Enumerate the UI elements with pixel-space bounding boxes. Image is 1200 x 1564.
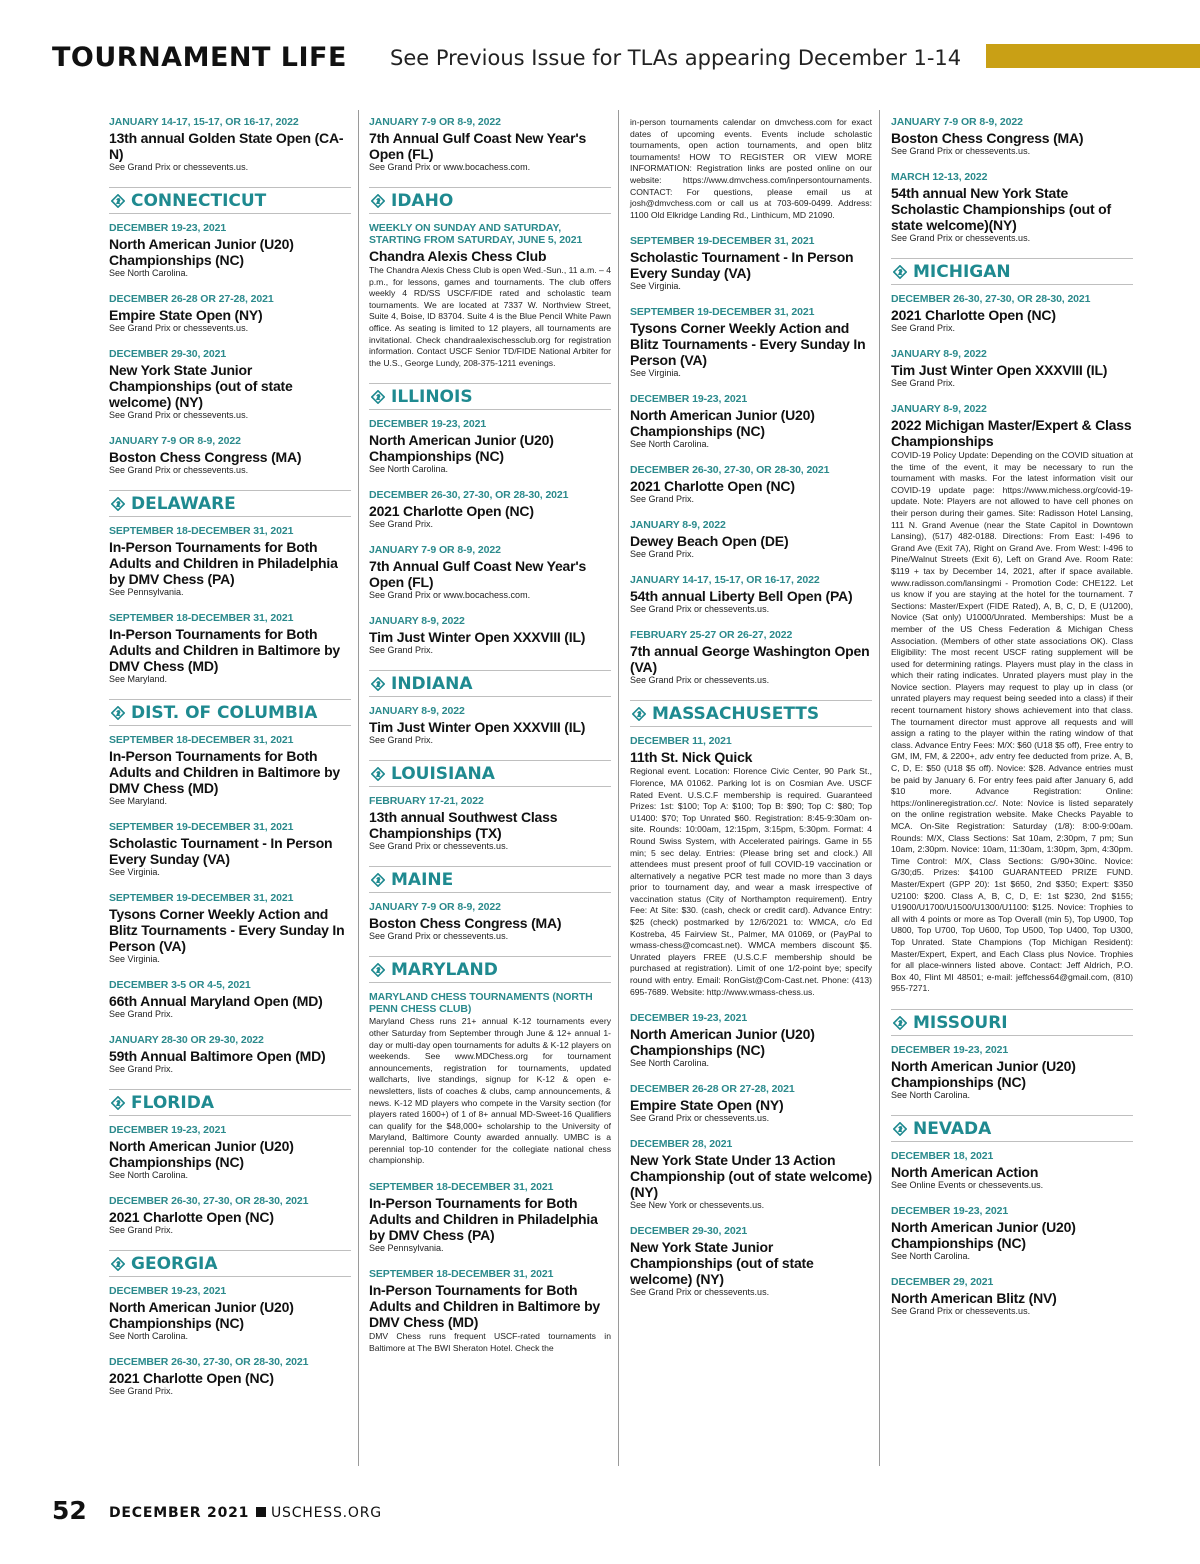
entry-note: See Grand Prix or chessevents.us. [369, 931, 509, 942]
tournament-entry [369, 222, 611, 369]
tournament-entry [109, 979, 351, 1020]
tournament-entry [109, 1195, 351, 1236]
tournament-entry [109, 734, 351, 807]
entry-title: 66th Annual Maryland Open (MD) [109, 993, 323, 1009]
entry-title: In-Person Tournaments for Both Adults and Children in Philadelphia by DMV Chess (PA) [369, 1195, 598, 1244]
tournament-entry [630, 393, 872, 450]
chess-knight-icon [371, 390, 385, 404]
chess-knight-icon [111, 194, 125, 208]
state-heading [369, 956, 611, 983]
column-2 [369, 116, 611, 1368]
state-name: DIST. OF COLUMBIA [131, 703, 318, 723]
entry-date: DECEMBER 19-23, 2021 [891, 1204, 1009, 1217]
state-heading [369, 187, 611, 214]
tournament-entry [109, 222, 351, 279]
footer-separator [256, 1507, 266, 1517]
entry-title: North American Junior (U20) Championships (NC) [891, 1218, 1076, 1251]
entry-note: See Virginia. [109, 954, 160, 964]
entry-title: In-Person Tournaments for Both Adults and Children in Baltimore by DMV Chess (MD) [109, 748, 341, 796]
entry-title: Boston Chess Congress (MA) [109, 449, 302, 465]
entry-title: North American Junior (U20) Championships (NC) [109, 236, 294, 268]
entry-date: DECEMBER 18, 2021 [891, 1149, 994, 1162]
entry-title: North American Junior (U20) Championships (NC) [369, 432, 554, 465]
entry-title: 2021 Charlotte Open (NC) [369, 503, 534, 520]
entry-date: SEPTEMBER 18-DECEMBER 31, 2021 [109, 525, 294, 537]
state-heading [369, 383, 611, 410]
entry-title: In-Person Tournaments for Both Adults and Children in Baltimore by DMV Chess (MD) [109, 626, 341, 674]
tournament-entry [891, 171, 1133, 244]
entry-date: DECEMBER 19-23, 2021 [109, 222, 227, 234]
entry-title: North American Blitz (NV) [891, 1289, 1057, 1306]
entry-date: DECEMBER 29-30, 2021 [109, 348, 227, 360]
tournament-entry [369, 544, 611, 601]
entry-note: See North Carolina. [630, 439, 710, 450]
entry-date: JANUARY 7-9 OR 8-9, 2022 [369, 116, 501, 128]
chess-knight-icon [632, 707, 646, 721]
state-heading [891, 1009, 1133, 1036]
entry-note: See Grand Prix. [891, 378, 956, 388]
entry-title: 2021 Charlotte Open (NC) [109, 1209, 274, 1225]
entry-note: See Grand Prix. [109, 1064, 174, 1074]
entry-title: New York State Junior Championships (out of state welcome) (NY) [630, 1239, 814, 1288]
tournament-entry [891, 403, 1133, 995]
chess-knight-icon [893, 1016, 907, 1030]
entry-date: JANUARY 8-9, 2022 [369, 615, 465, 628]
tournament-entry [109, 1356, 351, 1397]
state-heading [369, 866, 611, 893]
tournament-entry [630, 735, 872, 998]
entry-date: SEPTEMBER 18-DECEMBER 31, 2021 [369, 1268, 554, 1281]
state-name: DELAWARE [131, 494, 236, 514]
entry-title: Chandra Alexis Chess Club [369, 248, 547, 264]
column-divider [358, 110, 359, 1466]
entry-note: See Grand Prix or chessevents.us. [891, 233, 1031, 243]
entry-date: DECEMBER 26-30, 27-30, OR 28-30, 2021 [630, 464, 830, 477]
entry-date: DECEMBER 19-23, 2021 [109, 1124, 227, 1136]
entry-title: Boston Chess Congress (MA) [369, 915, 562, 932]
page-footer [52, 1496, 652, 1526]
entry-title: Tim Just Winter Open XXXVIII (IL) [369, 719, 586, 736]
entry-title: In-Person Tournaments for Both Adults and Children in Philadelphia by DMV Chess (PA) [109, 539, 338, 587]
tournament-entry [630, 1225, 872, 1298]
entry-title: 59th Annual Baltimore Open (MD) [109, 1048, 326, 1064]
tournament-entry [109, 1285, 351, 1342]
entry-note: See North Carolina. [109, 268, 189, 278]
state-heading [109, 490, 351, 517]
state-name: MICHIGAN [913, 262, 1011, 282]
entry-title: Tysons Corner Weekly Action and Blitz Tournaments - Every Sunday In Person (VA) [630, 320, 866, 369]
state-name: GEORGIA [131, 1254, 218, 1274]
entry-note: See North Carolina. [891, 1250, 971, 1261]
entry-date: SEPTEMBER 18-DECEMBER 31, 2021 [109, 734, 294, 746]
tournament-entry [891, 293, 1133, 334]
chess-knight-icon [371, 767, 385, 781]
entry-title: North American Junior (U20) Championships (NC) [891, 1057, 1076, 1090]
tournament-entry [630, 464, 872, 505]
state-heading [369, 760, 611, 787]
entry-date: DECEMBER 29, 2021 [891, 1275, 994, 1288]
tournament-entry [630, 1138, 872, 1211]
entry-body: DMV Chess runs frequent USCF-rated tournaments in Baltimore at The BWI Sheraton Hotel. Check the [369, 1331, 611, 1353]
entry-note: See Virginia. [630, 368, 681, 379]
tournament-entry [891, 1150, 1133, 1191]
entry-date: JANUARY 7-9 OR 8-9, 2022 [369, 901, 501, 914]
entry-note: See Grand Prix or chessevents.us. [630, 1287, 770, 1298]
tournament-entry [630, 235, 872, 292]
entry-title: North American Action [891, 1163, 1039, 1180]
entry-note: See Grand Prix or chessevents.us. [109, 162, 249, 172]
entry-date: DECEMBER 19-23, 2021 [109, 1285, 227, 1297]
entry-date: SEPTEMBER 19-DECEMBER 31, 2021 [109, 892, 294, 904]
entry-note: See North Carolina. [630, 1058, 710, 1069]
column-1 [109, 116, 351, 1411]
tournament-entry [369, 1181, 611, 1254]
tournament-entry [109, 293, 351, 334]
state-name: IDAHO [391, 191, 454, 211]
chess-knight-icon [893, 1122, 907, 1136]
entry-title: Tim Just Winter Open XXXVIII (IL) [891, 362, 1108, 378]
entry-title: 7th Annual Gulf Coast New Year's Open (FL) [369, 130, 587, 162]
entry-title: 2021 Charlotte Open (NC) [109, 1370, 274, 1386]
tournament-entry [109, 435, 351, 476]
entry-note: See Grand Prix. [630, 549, 695, 560]
entry-note: See Grand Prix. [630, 494, 695, 505]
tournament-entry [891, 1044, 1133, 1101]
entry-date: JANUARY 14-17, 15-17, OR 16-17, 2022 [109, 116, 299, 128]
state-heading [891, 258, 1133, 285]
entry-date: JANUARY 7-9 OR 8-9, 2022 [109, 435, 241, 447]
entry-date: SEPTEMBER 18-DECEMBER 31, 2021 [369, 1181, 554, 1194]
tournament-entry [630, 1012, 872, 1069]
entry-date: DECEMBER 26-30, 27-30, OR 28-30, 2021 [369, 489, 569, 502]
tournament-entry [630, 574, 872, 615]
entry-date: DECEMBER 29-30, 2021 [630, 1225, 748, 1238]
chess-knight-icon [371, 963, 385, 977]
state-name: INDIANA [391, 674, 473, 695]
entry-title: In-Person Tournaments for Both Adults and Children in Baltimore by DMV Chess (MD) [369, 1282, 601, 1331]
entry-title: Scholastic Tournament - In Person Every Sunday (VA) [109, 835, 333, 867]
tournament-entry [891, 116, 1133, 157]
tournament-entry [891, 348, 1133, 389]
entry-note: See Grand Prix or chessevents.us. [109, 465, 249, 475]
tournament-entry [630, 1083, 872, 1124]
state-name: FLORIDA [131, 1093, 214, 1113]
entry-note: See Grand Prix or chessevents.us. [891, 146, 1031, 156]
state-heading [369, 670, 611, 697]
entry-title: New York State Junior Championships (out of state welcome) (NY) [109, 362, 293, 410]
state-heading [109, 187, 351, 214]
state-name: MARYLAND [391, 960, 498, 981]
entry-date: JANUARY 7-9 OR 8-9, 2022 [369, 544, 501, 557]
entry-date: DECEMBER 26-28 OR 27-28, 2021 [109, 293, 274, 305]
entry-date: FEBRUARY 17-21, 2022 [369, 795, 484, 808]
entry-note: See Virginia. [109, 867, 160, 877]
tournament-entry [891, 1205, 1133, 1262]
entry-title: Boston Chess Congress (MA) [891, 130, 1084, 146]
issue-date: DECEMBER 2021 [109, 1505, 250, 1521]
entry-date: DECEMBER 26-28 OR 27-28, 2021 [630, 1083, 795, 1096]
tournament-entry [630, 117, 872, 221]
chess-knight-icon [111, 706, 125, 720]
entry-date: JANUARY 7-9 OR 8-9, 2022 [891, 116, 1023, 128]
entry-date: JANUARY 8-9, 2022 [891, 403, 987, 415]
entry-date: MARCH 12-13, 2022 [891, 171, 988, 183]
state-heading [109, 1250, 351, 1277]
entry-note: See Grand Prix. [369, 519, 434, 530]
entry-title: Tysons Corner Weekly Action and Blitz Tournaments - Every Sunday In Person (VA) [109, 906, 345, 954]
entry-date: DECEMBER 3-5 OR 4-5, 2021 [109, 979, 251, 991]
column-3 [630, 116, 872, 1312]
tournament-entry [630, 306, 872, 379]
entry-date: JANUARY 8-9, 2022 [891, 348, 987, 360]
page-number: 52 [52, 1496, 87, 1525]
entry-date: DECEMBER 19-23, 2021 [891, 1043, 1009, 1056]
chess-knight-icon [371, 677, 385, 691]
entry-title: Scholastic Tournament - In Person Every Sunday (VA) [630, 249, 854, 282]
entry-note: See Grand Prix. [109, 1225, 174, 1235]
state-heading [630, 700, 872, 727]
state-name: MAINE [391, 870, 454, 891]
column-4 [891, 116, 1133, 1331]
entry-date: DECEMBER 19-23, 2021 [630, 1012, 748, 1025]
entry-note: See Grand Prix or chessevents.us. [891, 1305, 1031, 1316]
entry-note: See Grand Prix or chessevents.us. [109, 410, 249, 420]
chess-knight-icon [111, 497, 125, 511]
entry-note: See North Carolina. [891, 1089, 971, 1100]
column-divider [879, 110, 880, 1466]
entry-note: See Virginia. [630, 281, 681, 292]
entry-note: See North Carolina. [109, 1170, 189, 1180]
entry-date: SEPTEMBER 19-DECEMBER 31, 2021 [630, 235, 815, 248]
entry-note: See Grand Prix or chessevents.us. [630, 675, 770, 686]
entry-date: SEPTEMBER 19-DECEMBER 31, 2021 [109, 821, 294, 833]
tournament-entry [109, 821, 351, 878]
state-heading [109, 1089, 351, 1116]
tournament-entry [630, 519, 872, 560]
entry-date: DECEMBER 26-30, 27-30, OR 28-30, 2021 [891, 293, 1091, 305]
entry-title: 2021 Charlotte Open (NC) [630, 478, 795, 495]
entry-note: See Grand Prix or www.bocachess.com. [369, 590, 531, 601]
state-name: NEVADA [913, 1118, 992, 1139]
entry-note: See Online Events or chessevents.us. [891, 1179, 1044, 1190]
entry-title: 11th St. Nick Quick [630, 749, 753, 766]
section-subtitle: See Previous Issue for TLAs appearing December 1-14 [390, 46, 962, 70]
entry-title: 7th annual George Washington Open (VA) [630, 643, 870, 676]
entry-body: in-person tournaments calendar on dmvchess.com for exact dates of upcoming events. Events include scholastic tournaments, open action tournaments, and open blitz tournaments! HOW TO REGISTER OR VIEW MORE INFORMATION: Registration links are posted online on our website: https://www.dmvchess.com/inpersontournaments. CONTACT: For questions, please email us at josh@dmvchess.com or call us at 703-609-0499. Address: 1100 Old Elkridge Landing Rd., Linthicum, MD 21090. [630, 117, 872, 220]
entry-note: See Grand Prix or chessevents.us. [109, 323, 249, 333]
entry-date: JANUARY 14-17, 15-17, OR 16-17, 2022 [630, 574, 820, 587]
entry-note: See Maryland. [109, 796, 168, 806]
entry-title: Dewey Beach Open (DE) [630, 533, 789, 550]
tournament-entry [109, 525, 351, 598]
entry-body: COVID-19 Policy Update: Depending on the COVID situation at the time of the event, it may be necessary to run the tournament with masks. For the latest information visit our COVID-19 update page: https://www.michess.org/covid-19-update. Note: Players are not allowed to have cell phones on their person during their games. Site: Radisson Hotel Lansing, 111 N. Grand Avenue (near the State Capitol in Downtown Lansing), (517) 482-0188. Directions: From East: I-496 to Grand Ave (Exit 7A), Right on Grand Ave. From West: I-496 to Pine/Walnut Streets (Exit 6), Left on Grand Ave. Room Rate: $119 + tax by December 14, 2021, after if space available. www.radisson.com/lansingmi - Promotion Code: CHE122. Let us know if you are staying at the hotel for the tournament. 7 Sections: Master/Expert (FIDE Rated), A, B, C, D, E (U1200), Novice (Sat only) U1000/Unrated. Memberships: Must be a member of the US Chess Federation & Michigan Chess Association. (Members of other state associations OK). Class Eligibility: The most recent USCF rating supplement will be used for determining ratings. Players must play in the class in which their rating indicates. Unrated players must play in the Novice section. Players may request to play up in class (or unrated players may request being seeded into a class) if their recent tournament history shows achievement into that class. The tournament director must approve all requests and will assign a rating to the player within the rating window of that class. Advance Entry Fees: M/X: $60 (U18 $5 off), Free entry to GM, IM, FM, & 2200+, adv entry fee deducted from prize. A, B, C, D, E: $50 (U18 $5 off). Novice: $28. Advance entries must be paid by January 6. For entry fees paid after January 6, add $10 more. Advance Registration: Online: https://onlineregistration.cc/. Note: Novice is listed separately on the online registration website. Make Checks Payable to MCA. On-Site Registration: Saturday (1/8): 8:00-9:00am. Rounds: M/X, Class Sections: Sat 10am, 2:30pm, 7 pm; Sun 10am, 2:30pm. Novice: 10am, 11:30am, 1:30pm, 3pm, 4:30pm. Time Control: M/X, Class Sections: G/90+30inc. Novice: G/30;d5. Prizes: $4100 GUARANTEED PRIZE FUND. Master/Expert (GPP 20): 1st $650, 2nd $350; Expert: $350 U2100: $200. Class A, B, C, D, E: 1st $230, 2nd $155; U1900/U1700/U1500/U1300/U1100: $125. Novice: Trophies to all with 4 points or more as Top Overall (min 5), Top U900, Top U800, Top U700, Top U600, Top U500, Top U400, Top U300, Top Unrated. State Champions (Top Michigan Resident): Master/Expert, Expert, and Each Class plus Novice. Trophies for all place-winners listed above. Contact: Jeff Aldrich, P.O. Box 40, Flint MI 48501; e-mail: jeffchess64@gmail.com, (810) 955-7271. [891, 450, 1133, 994]
entry-date: JANUARY 28-30 OR 29-30, 2022 [109, 1034, 264, 1046]
entry-note: See New York or chessevents.us. [630, 1200, 765, 1211]
entry-title: 13th annual Southwest Class Championships (TX) [369, 809, 558, 842]
chess-knight-icon [111, 1096, 125, 1110]
entry-date: FEBRUARY 25-27 OR 26-27, 2022 [630, 629, 793, 642]
chess-knight-icon [371, 194, 385, 208]
tournament-entry [109, 892, 351, 965]
entry-note: See Grand Prix or chessevents.us. [630, 604, 770, 615]
entry-title: North American Junior (U20) Championships (NC) [630, 407, 815, 440]
entry-date: DECEMBER 26-30, 27-30, OR 28-30, 2021 [109, 1356, 309, 1368]
tournament-entry [630, 629, 872, 686]
entry-note: See Pennsylvania. [369, 1243, 444, 1254]
header-accent-bar [986, 44, 1200, 68]
entry-date: SEPTEMBER 18-DECEMBER 31, 2021 [109, 612, 294, 624]
entry-body: The Chandra Alexis Chess Club is open Wed.-Sun., 11 a.m. – 4 p.m., for lessons, games and tournaments. The club offers weekly 4 RD/SS USCF/FIDE rated and scholastic team tournaments. We are located at 7337 W. Northview Street, Suite 4, Boise, ID 83704. Suite 4 is the Blue Pencil White Pawn office. As seating is limited to 12 players, all tournaments are invitational. Check chandraalexischessclub.org for registration information. Contact USCF Senior TD/FIDE National Arbiter for the U.S., George Lundy, 208-375-1211 evenings. [369, 265, 611, 368]
entry-date: DECEMBER 28, 2021 [630, 1138, 733, 1151]
tournament-entry [369, 489, 611, 530]
tournament-entry [109, 1034, 351, 1075]
tournament-entry [369, 901, 611, 942]
entry-note: See North Carolina. [369, 464, 449, 475]
entry-note: See Grand Prix or chessevents.us. [630, 1113, 770, 1124]
entry-date: JANUARY 8-9, 2022 [630, 519, 726, 532]
chess-knight-icon [893, 265, 907, 279]
entry-date: DECEMBER 26-30, 27-30, OR 28-30, 2021 [109, 1195, 309, 1207]
state-name: CONNECTICUT [131, 191, 267, 211]
entry-title: 2021 Charlotte Open (NC) [891, 307, 1056, 323]
state-heading [109, 699, 351, 726]
tournament-entry [369, 116, 611, 173]
state-heading [891, 1115, 1133, 1142]
entry-note: See Pennsylvania. [109, 587, 184, 597]
entry-title: 7th Annual Gulf Coast New Year's Open (FL) [369, 558, 587, 591]
tournament-entry [109, 612, 351, 685]
entry-title: New York State Under 13 Action Championship (out of state welcome) (NY) [630, 1152, 872, 1201]
entry-date: DECEMBER 11, 2021 [630, 735, 732, 748]
entry-title: Empire State Open (NY) [109, 307, 263, 323]
entry-title: 54th annual New York State Scholastic Championships (out of state welcome)(NY) [891, 185, 1111, 233]
entry-title: 2022 Michigan Master/Expert & Class Championships [891, 417, 1132, 449]
entry-title: North American Junior (U20) Championships (NC) [630, 1026, 815, 1059]
column-divider [618, 110, 619, 1466]
entry-note: See Grand Prix. [109, 1386, 174, 1396]
entry-date: WEEKLY ON SUNDAY AND SATURDAY, STARTING FROM SATURDAY, JUNE 5, 2021 [369, 222, 583, 246]
state-name: ILLINOIS [391, 387, 473, 408]
entry-date: DECEMBER 19-23, 2021 [630, 393, 748, 406]
tournament-entry [109, 348, 351, 421]
entry-date: MARYLAND CHESS TOURNAMENTS (NORTH PENN CHESS CLUB) [369, 991, 593, 1016]
chess-knight-icon [111, 1257, 125, 1271]
tournament-entry [891, 1276, 1133, 1317]
chess-knight-icon [371, 873, 385, 887]
tournament-entry [109, 116, 351, 173]
tournament-entry [369, 1268, 611, 1354]
entry-title: 54th annual Liberty Bell Open (PA) [630, 588, 853, 605]
entry-body: Regional event. Location: Florence Civic Center, 90 Park St., Florence, MA 01062. Parking lot is on Cosmian Ave. USCF Rated Event. U.S.C.F membership is required. Guaranteed Prizes: 1st: $100; Top A: $100; Top B: $90; Top C: $80; Top U1400: $70; Top Unrated $60. Registration: 8:45-9:30am on-site. Rounds: 10:00am, 12:15pm, 3:15pm, 5:30pm. Format: 4 Round Swiss System, with Accelerated pairings. Game in 55 min; 5 sec delay. Entries: (Please bring set and clock.) All attendees must present proof of full COVID-19 vaccination or alternatively a negative PCR test made no more than 3 days prior to tournament day, and wear a mask irrespective of vaccination status (City of Northampton requirement). Entry Fee: At Site: $30. (cash, check or credit card). Advance Entry: $25 (check) postmarked by 12/6/2021 to: WMCA, c/o Ed Kostreba, 45 Fairview St., Palmer, MA 01069, or (PayPal to wmass-chess@comcast.net). WMCA members discount $5. Unrated players FREE (U.S.C.F membership should be purchased at registration). Limit of one 1/2-point bye; specify round with entry. Email: RonGist@Com-Cast.net. Phone: (413) 695-7689. Website: http://www.wmass-chess.us. [630, 766, 872, 997]
entry-note: See Grand Prix. [891, 323, 956, 333]
entry-body: Maryland Chess runs 21+ annual K-12 tournaments every other Saturday from September through June & 12+ annual 1-day or multi-day open tournaments for adults & K-12 players on weekends. See www.MDChess.org for tournament announcements, registration for tournaments, updated wallcharts, live standings, signup for K-12 & open e-newsletters, lists of coaches & clubs, camp announcements, & news. K-12 MD players who compete in the Varsity section (for players rated 1600+) of 1 of 8+ annual MD-Sweet-16 Qualifiers can qualify for the $48,000+ scholarship to the University of Maryland, Baltimore County awarded annually. UMBC is a perennial top-10 contender for the collegiate national chess championship. [369, 1016, 611, 1166]
tournament-entry [369, 705, 611, 746]
entry-title: Tim Just Winter Open XXXVIII (IL) [369, 629, 586, 646]
section-title: TOURNAMENT LIFE [52, 42, 347, 73]
entry-title: North American Junior (U20) Championships (NC) [109, 1299, 294, 1331]
entry-date: DECEMBER 19-23, 2021 [369, 418, 487, 431]
entry-note: See Grand Prix or chessevents.us. [369, 841, 509, 852]
state-name: LOUISIANA [391, 764, 495, 785]
entry-date: JANUARY 8-9, 2022 [369, 705, 465, 718]
entry-note: See Grand Prix. [109, 1009, 174, 1019]
entry-note: See Grand Prix. [369, 735, 434, 746]
tournament-entry [109, 1124, 351, 1181]
entry-note: See Grand Prix or www.bocachess.com. [369, 162, 531, 172]
entry-note: See Maryland. [109, 674, 168, 684]
tournament-entry [369, 795, 611, 852]
tournament-entry [369, 991, 611, 1167]
entry-title: North American Junior (U20) Championships (NC) [109, 1138, 294, 1170]
entry-note: See North Carolina. [109, 1331, 189, 1341]
state-name: MISSOURI [913, 1012, 1008, 1033]
state-name: MASSACHUSETTS [652, 704, 820, 725]
entry-title: 13th annual Golden State Open (CA-N) [109, 130, 344, 162]
entry-note: See Grand Prix. [369, 645, 434, 656]
site-url: USCHESS.ORG [271, 1505, 382, 1521]
entry-date: SEPTEMBER 19-DECEMBER 31, 2021 [630, 306, 815, 319]
tournament-entry [369, 418, 611, 475]
page-header [52, 40, 1200, 76]
entry-title: Empire State Open (NY) [630, 1097, 784, 1114]
tournament-entry [369, 615, 611, 656]
